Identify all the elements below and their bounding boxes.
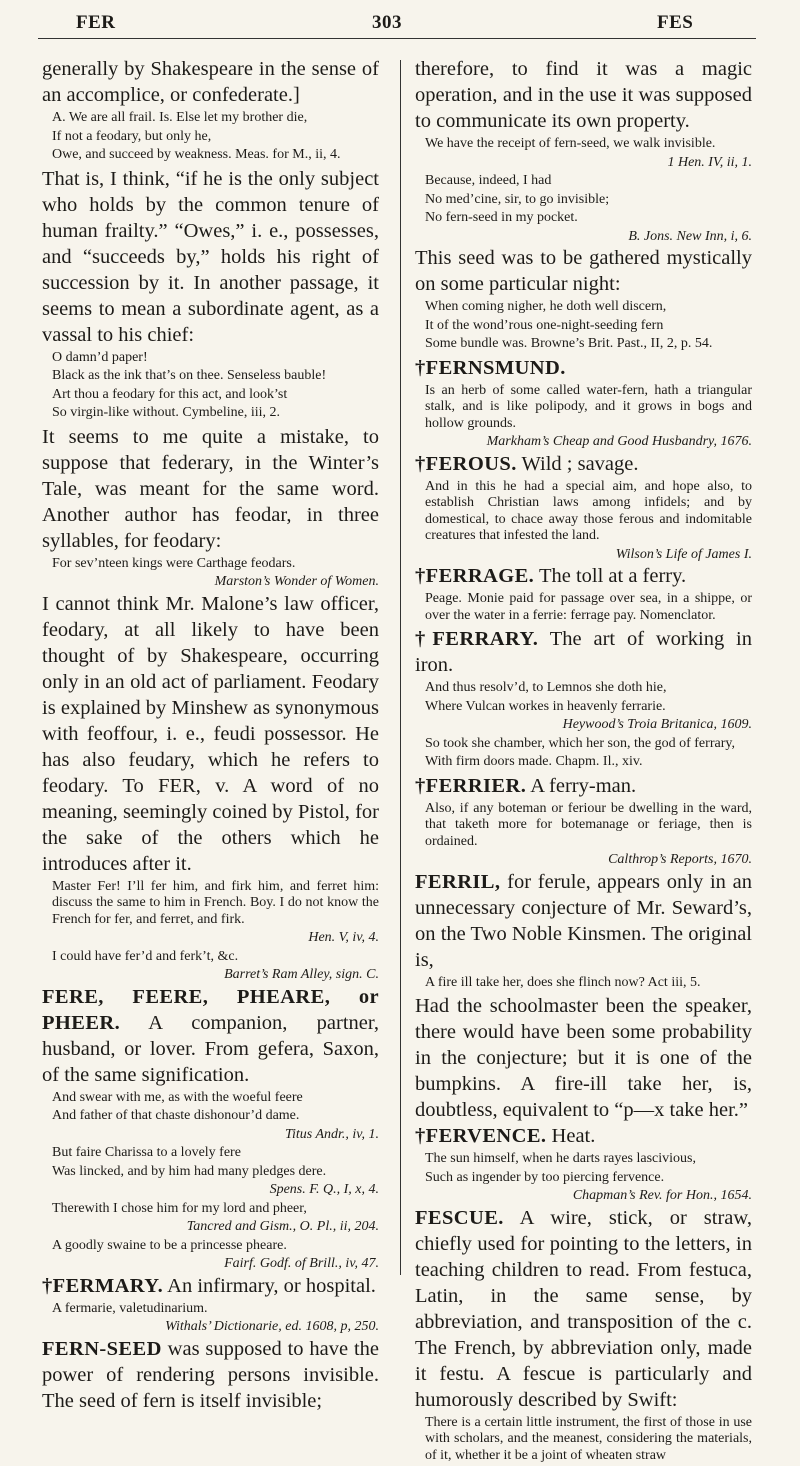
quotation: Therewith I chose him for my lord and pheer, bbox=[52, 1200, 307, 1216]
citation: Tancred and Gism., O. Pl., ii, 204. bbox=[186, 1219, 379, 1234]
entry-definition: The art of working in iron. bbox=[415, 628, 752, 676]
entry bbox=[42, 1336, 379, 1414]
entry-headword: †FERRARY. bbox=[415, 628, 539, 650]
quotation: No med’cine, sir, to go invisible; bbox=[425, 191, 610, 207]
quotation: A fermarie, valetudinarium. bbox=[52, 1300, 208, 1316]
quotation: A fire ill take her, does she flinch now? Act iii, 5. bbox=[425, 974, 701, 990]
entry-definition: An infirmary, or hospital. bbox=[163, 1274, 376, 1297]
header-right-guideword: FES bbox=[657, 12, 694, 33]
quotation: Was lincked, and by him had many pledges dere. bbox=[52, 1163, 327, 1179]
quotation: And thus resolv’d, to Lemnos she doth hie, bbox=[425, 680, 667, 695]
quotation: A goodly swaine to be a princesse pheare. bbox=[52, 1237, 287, 1253]
header-rule bbox=[38, 38, 756, 39]
quotation: Where Vulcan workes in heavenly ferrarie. bbox=[425, 698, 666, 714]
quotation: There is a certain little instrument, the first of those in use with scholars, and the meanest, considering the materials, of it, whether it be a joint of wheaten straw bbox=[425, 1414, 752, 1463]
quotation: We have the receipt of fern-seed, we walk invisible. bbox=[425, 136, 716, 151]
quotation: When coming nigher, he doth well discern, bbox=[425, 299, 667, 314]
entry-definition: Wild ; savage. bbox=[516, 452, 639, 475]
citation: Fairf. Godf. of Brill., iv, 47. bbox=[224, 1256, 379, 1271]
entry bbox=[415, 773, 752, 799]
quotation: And father of that chaste dishonour’d dame. bbox=[52, 1108, 300, 1123]
entry-definition: Heat. bbox=[546, 1125, 596, 1147]
entry-headword: FERE, FEERE, PHEARE, or PHEER. bbox=[42, 985, 379, 1034]
citation: Calthrop’s Reports, 1670. bbox=[608, 852, 752, 867]
header-left-guideword: FER bbox=[76, 12, 116, 33]
quotation: For sev’nteen kings were Carthage feodars. bbox=[52, 555, 296, 571]
citation: Wilson’s Life of James I. bbox=[615, 546, 752, 562]
quotation: But faire Charissa to a lovely fere bbox=[52, 1145, 241, 1160]
entry-definition: was supposed to have the power of rendering persons invisible. The seed of fern is itself invisible; bbox=[42, 1337, 379, 1412]
quotation: Such as ingender by too piercing fervence. bbox=[425, 1169, 665, 1185]
entry bbox=[415, 869, 752, 973]
quotation: So took she chamber, which her son, the god of ferrary, bbox=[425, 735, 735, 751]
entry-headword: †FERMARY. bbox=[42, 1274, 164, 1297]
quotation: And in this he had a special aim, and hope also, to establish Christian laws among infidels; and by domestical, to chace away those ferous and indomitable creatures that infested the land. bbox=[425, 478, 752, 543]
citation: Marston’s Wonder of Women. bbox=[214, 574, 379, 589]
citation: Heywood’s Troia Britanica, 1609. bbox=[562, 717, 752, 732]
entry-definition: for ferule, appears only in an unnecessary conjecture of Mr. Seward’s, on the Two Noble Kinsmen. The original is, bbox=[415, 870, 752, 971]
quotation: A. We are all frail. Is. Else let my brother die, bbox=[52, 110, 308, 125]
citation: Withals’ Dictionarie, ed. 1608, p, 250. bbox=[165, 1319, 379, 1334]
quotation: Master Fer! I’ll fer him, and firk him, and ferret him: discuss the same to him in French. Boy. I do not know the French for fer, and ferret, and firk. bbox=[52, 878, 379, 927]
running-header bbox=[0, 0, 800, 46]
entry bbox=[415, 355, 752, 381]
page-number: 303 bbox=[372, 12, 402, 33]
quotation: Owe, and succeed by weakness. Meas. for M., ii, 4. bbox=[52, 147, 341, 162]
entry-headword: †FERRIER. bbox=[415, 774, 527, 797]
right-column bbox=[415, 56, 752, 1466]
quotation: Because, indeed, I had bbox=[425, 173, 552, 188]
quotation: Black as the ink that’s on thee. Senseless bauble! bbox=[52, 368, 327, 383]
entry-definition: A ferry-man. bbox=[526, 774, 637, 797]
body-paragraph: That is, I think, “if he is the only subject who holds by the common tenure of human frailty.” “Owes,” i. e., possesses, and “succeeds by,” holds his right of succession by it. In another passage, it seems to mean a subordinate agent, as a vassal to his chief: bbox=[42, 167, 379, 346]
quotation: The sun himself, when he darts rayes lascivious, bbox=[425, 1151, 696, 1166]
citation: Markham’s Cheap and Good Husbandry, 1676. bbox=[486, 434, 752, 449]
quotation: If not a feodary, but only he, bbox=[52, 128, 212, 144]
entry bbox=[415, 1205, 752, 1413]
entry-definition: A companion, partner, husband, or lover. From gefera, Saxon, of the same signification. bbox=[42, 1011, 379, 1086]
entry bbox=[415, 563, 752, 589]
entry-definition: A wire, stick, or straw, chiefly used for pointing to the letters, in teaching children to read. From festuca, Latin, in the same sense, by abbreviation, and transposition of the c. The French, by abbreviation only, made it festu. A fescue is particularly and humorously described by Swift: bbox=[415, 1206, 752, 1411]
citation: Barret’s Ram Alley, sign. C. bbox=[224, 967, 379, 982]
citation: B. Jons. New Inn, i, 6. bbox=[628, 228, 752, 244]
column-divider bbox=[400, 60, 401, 1275]
entry bbox=[415, 451, 752, 477]
entry-headword: †FERRAGE. bbox=[415, 565, 535, 587]
body-paragraph: I cannot think Mr. Malone’s law officer, feodary, at all likely to have been thought of by Shakespeare, occurring only in an old act of parliament. Feodary is explained by Minshew as synonymous with feoffour, i. e., feudi possessor. He has also feudary, which he refers to feodary. To FER, v. A word of no meaning, seemingly coined by Pistol, for the sake of the others which he introduces after it. bbox=[42, 592, 379, 875]
quotation: Peage. Monie paid for passage over sea, in a shippe, or over the water in a ferrie: ferrage pay. Nomenclator. bbox=[425, 591, 752, 623]
quotation: So virgin-like without. Cymbeline, iii, 2. bbox=[52, 405, 281, 420]
body-paragraph: Had the schoolmaster been the speaker, there would have been some probability in the conjecture; but it is one of the bumpkins. A fire-ill take her, is, doubtless, equivalent to “p—x take her.” bbox=[415, 995, 752, 1121]
quotation: And swear with me, as with the woeful feere bbox=[52, 1089, 303, 1105]
quotation: I could have fer’d and ferk’t, &c. bbox=[52, 948, 239, 964]
citation: 1 Hen. IV, ii, 1. bbox=[667, 154, 752, 170]
entry bbox=[42, 1273, 379, 1299]
body-paragraph: This seed was to be gathered mystically on some particular night: bbox=[415, 247, 752, 295]
entry bbox=[415, 1123, 752, 1149]
entry bbox=[415, 626, 752, 678]
entry-headword: †FERNSMUND. bbox=[415, 356, 566, 379]
citation: Chapman’s Rev. for Hon., 1654. bbox=[572, 1188, 752, 1203]
entry-headword: FESCUE. bbox=[415, 1206, 504, 1229]
quotation: Is an herb of some called water-fern, hath a triangular stalk, and is like polipody, and it grows in bogs and hollow grounds. bbox=[425, 382, 752, 431]
entry-headword: FERRIL, bbox=[415, 870, 501, 893]
entry-headword: †FEROUS. bbox=[415, 452, 517, 475]
quotation: O damn’d paper! bbox=[52, 349, 148, 365]
quotation: With firm doors made. Chapm. Il., xiv. bbox=[425, 754, 643, 769]
entry-definition: The toll at a ferry. bbox=[534, 565, 687, 587]
quotation: Some bundle was. Browne’s Brit. Past., II, 2, p. 54. bbox=[425, 336, 713, 351]
quotation: No fern-seed in my pocket. bbox=[425, 210, 578, 225]
entry-headword: FERN-SEED bbox=[42, 1337, 162, 1360]
quotation: It of the wond’rous one-night-seeding fern bbox=[425, 317, 664, 333]
body-paragraph: generally by Shakespeare in the sense of an accomplice, or confederate.] bbox=[42, 58, 379, 106]
quotation: Also, if any boteman or feriour be dwelling in the ward, that taketh more for botemanage or feriage, then is ordained. bbox=[425, 800, 752, 849]
citation: Hen. V, iv, 4. bbox=[308, 930, 379, 945]
body-paragraph: It seems to me quite a mistake, to suppose that federary, in the Winter’s Tale, was meant for the same word. Another author has feodar, in three syllables, for feodary: bbox=[42, 425, 379, 552]
entry-headword: †FERVENCE. bbox=[415, 1125, 547, 1147]
citation: Titus Andr., iv, 1. bbox=[284, 1126, 379, 1142]
quotation: Art thou a feodary for this act, and look’st bbox=[52, 386, 288, 402]
citation: Spens. F. Q., I, x, 4. bbox=[269, 1182, 379, 1197]
body-paragraph: therefore, to find it was a magic operation, and in the use it was supposed to communicate its own property. bbox=[415, 58, 752, 132]
entry bbox=[42, 984, 379, 1088]
left-column bbox=[42, 56, 379, 1414]
